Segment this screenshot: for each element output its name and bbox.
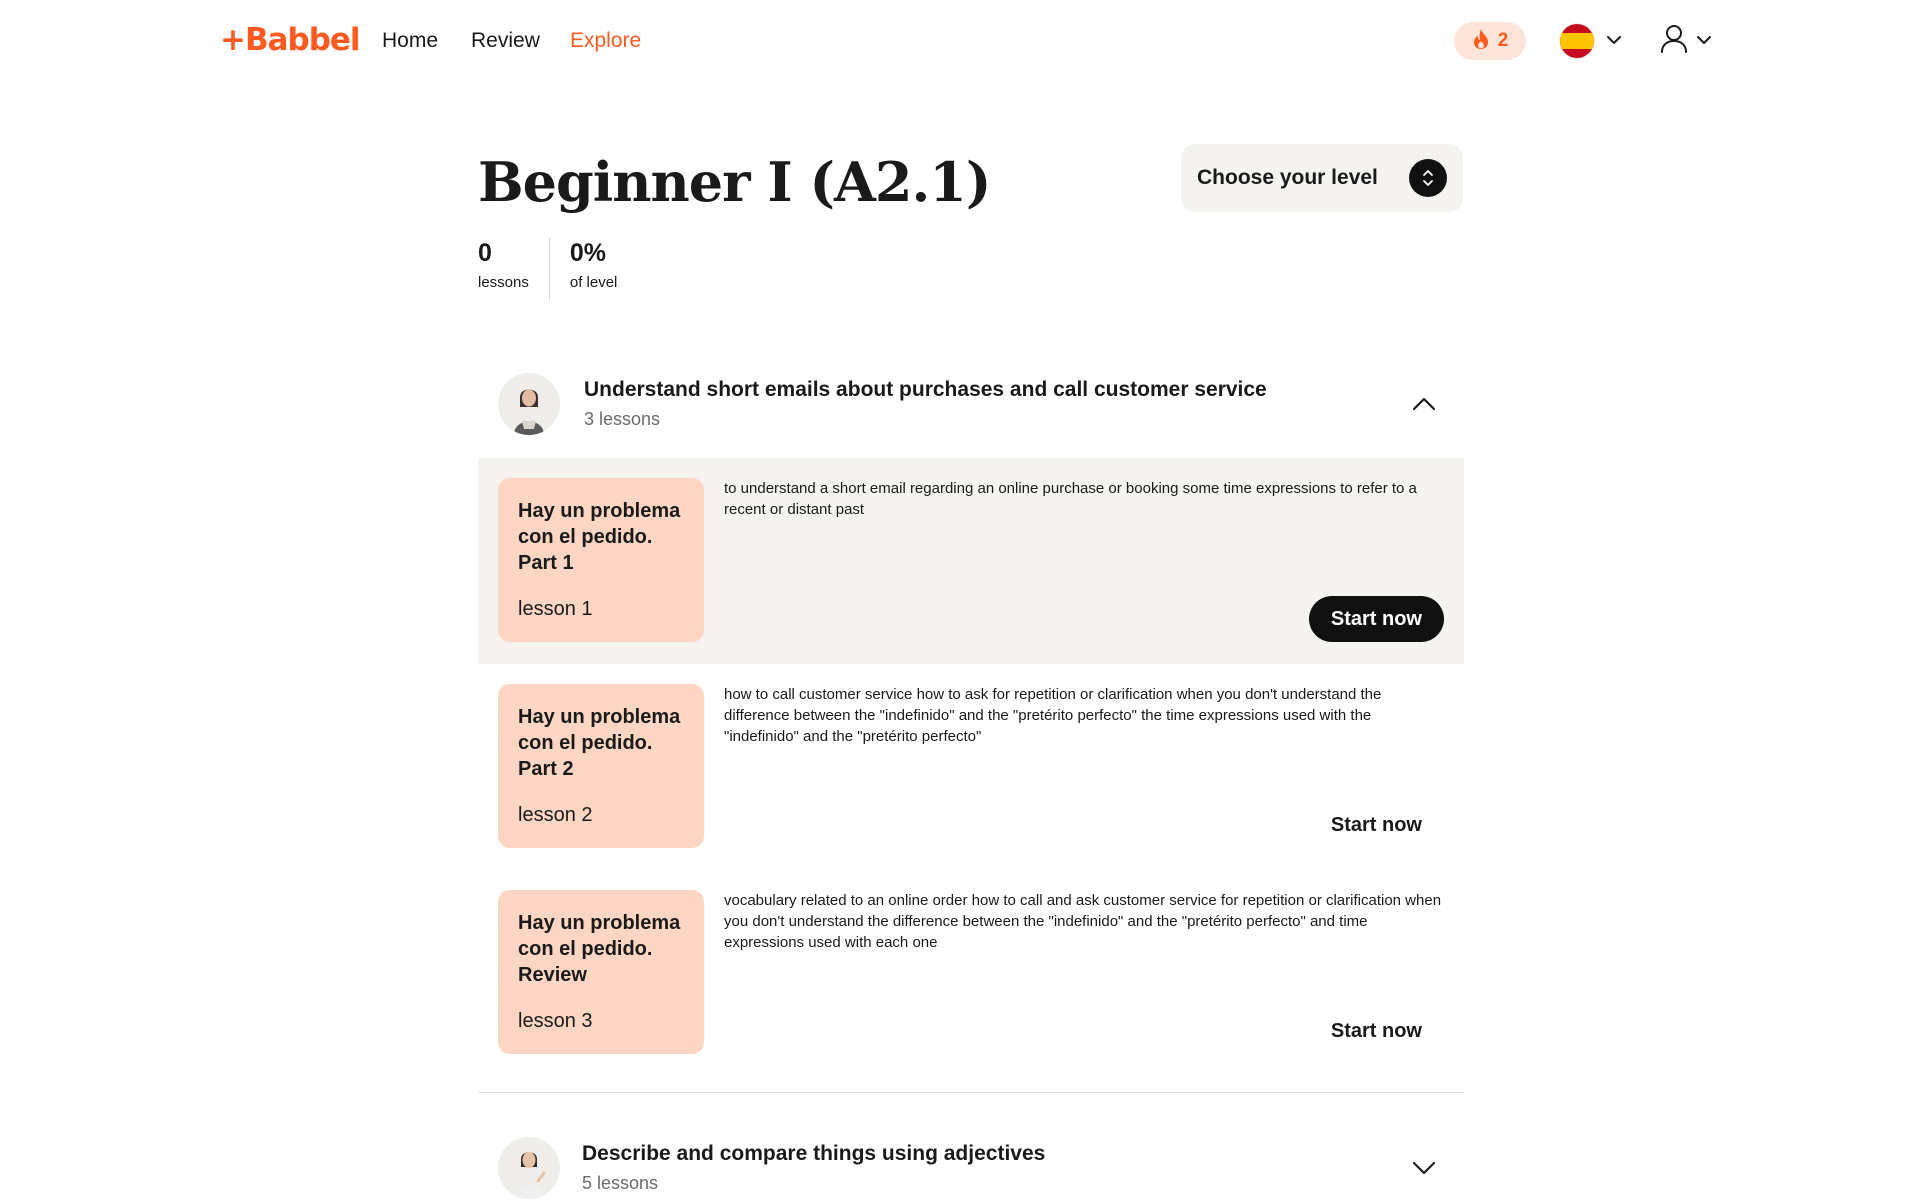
lesson-card[interactable] (498, 478, 704, 642)
lesson-description: how to call customer service how to ask for repetition or clarification when you don't understand the difference between the "indefinido" and the "pretérito perfecto" the time expressions used with the "indefinido" and the "pretérito perfecto" (724, 686, 1382, 745)
chevron-up-icon[interactable] (1410, 390, 1438, 418)
unit-divider (478, 1092, 1464, 1093)
lessons-caption: lessons (478, 274, 529, 291)
level-progress-value: 0% (569, 239, 606, 267)
page-title: Beginner I (A2.1) (478, 150, 991, 214)
lesson-number: lesson 1 (518, 598, 593, 620)
lessons-stat (478, 238, 549, 300)
teacher-avatar (498, 1137, 560, 1199)
nav-review-link[interactable]: Review (471, 29, 540, 52)
lesson-description: to understand a short email regarding an online purchase or booking some time expressions to refer to a recent or distant past (724, 480, 1417, 518)
start-now-button[interactable]: Start now (1309, 802, 1444, 848)
lesson-title: Hay un problema con el pedido. Part 2 (518, 706, 681, 780)
level-progress-stat (570, 238, 618, 300)
choose-level-label: Choose your level (1197, 166, 1378, 189)
up-down-chevron-icon (1409, 159, 1447, 197)
streak-count: 2 (1497, 30, 1509, 51)
teacher-avatar (498, 373, 560, 435)
nav-explore-link[interactable]: Explore (570, 29, 642, 52)
lesson-card[interactable] (498, 684, 704, 848)
flame-icon (1472, 28, 1490, 55)
stats-divider (549, 238, 550, 300)
unit-title: Understand short emails about purchases and call customer service (584, 378, 1267, 401)
unit-title: Describe and compare things using adjectives (582, 1142, 1046, 1165)
babbel-logo[interactable]: +Babbel (220, 22, 360, 58)
language-selector[interactable] (1560, 22, 1632, 60)
lesson-row[interactable] (478, 458, 1464, 664)
unit-lesson-count: 3 lessons (584, 409, 661, 429)
start-now-button[interactable]: Start now (1309, 596, 1444, 642)
lesson-number: lesson 2 (518, 804, 593, 826)
unit-header[interactable] (478, 1126, 1464, 1200)
lesson-title: Hay un problema con el pedido. Review (518, 912, 681, 986)
lessons-count: 0 (478, 239, 492, 267)
top-navigation (0, 0, 1920, 82)
chevron-down-icon (1696, 32, 1712, 50)
unit-header[interactable] (478, 362, 1464, 446)
lesson-number: lesson 3 (518, 1010, 593, 1032)
chevron-down-icon[interactable] (1410, 1154, 1438, 1182)
spain-flag-icon (1560, 24, 1594, 58)
nav-home-link[interactable]: Home (382, 29, 439, 52)
lesson-row[interactable] (478, 870, 1464, 1076)
lesson-description: vocabulary related to an online order how to call and ask customer service for repetition or clarification when you don't understand the difference between the "indefinido" and the "pretérito perfecto" and time expressions used with each one (724, 892, 1442, 951)
chevron-down-icon (1606, 32, 1622, 50)
unit-lesson-count: 5 lessons (582, 1173, 659, 1193)
lesson-card[interactable] (498, 890, 704, 1054)
lesson-row[interactable] (478, 664, 1464, 870)
streak-badge[interactable] (1454, 22, 1526, 60)
lesson-title: Hay un problema con el pedido. Part 1 (518, 500, 681, 574)
account-menu[interactable] (1660, 24, 1720, 58)
choose-level-button[interactable] (1181, 144, 1463, 212)
level-progress-caption: of level (569, 274, 618, 291)
start-now-button[interactable]: Start now (1309, 1008, 1444, 1054)
level-stats (478, 238, 617, 300)
user-icon (1660, 24, 1688, 59)
